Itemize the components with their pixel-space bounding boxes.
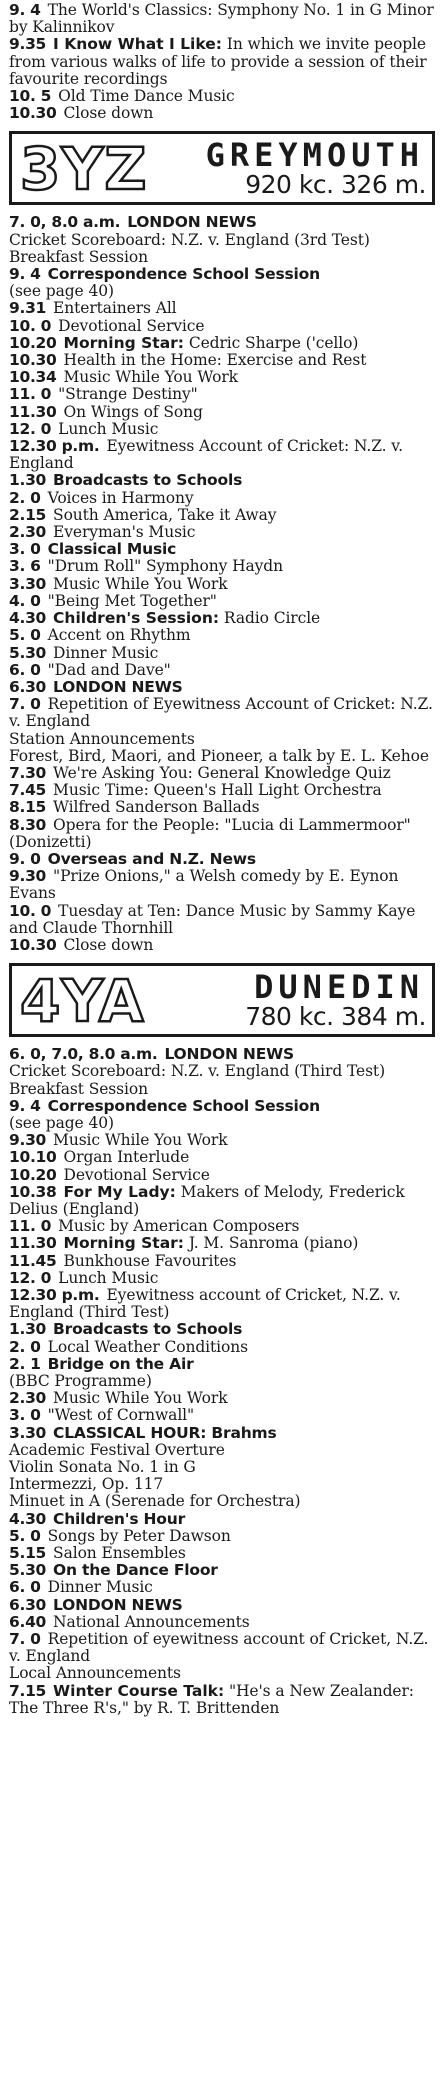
programme-entry — [9, 1115, 439, 1132]
programme-time: 10. 0 — [9, 316, 52, 335]
programme-time: 8.30 — [9, 815, 47, 834]
programme-entry — [9, 1184, 439, 1218]
programme-entry — [9, 1321, 439, 1338]
programme-entry — [9, 868, 439, 902]
programme-entry — [9, 645, 439, 662]
programme-title: South America, Take it Away — [53, 505, 277, 524]
programme-title: Music While You Work — [53, 574, 228, 593]
programme-title: Wilfred Sanderson Ballads — [53, 798, 260, 817]
programme-entry — [9, 1459, 439, 1476]
programme-title: Lunch Music — [58, 1268, 159, 1287]
programme-entry — [9, 627, 439, 644]
programme-title: Station Announcements — [9, 729, 195, 748]
programme-description: Cedric Sharpe ('cello) — [184, 333, 359, 352]
programme-time: 6.40 — [9, 1612, 47, 1631]
programme-entry — [9, 1579, 439, 1596]
programme-title: Dinner Music — [53, 643, 159, 662]
programme-title: Devotional Service — [63, 1165, 210, 1184]
programme-time: 9.31 — [9, 299, 47, 318]
programme-title: LONDON NEWS — [53, 1595, 183, 1614]
programme-title: LONDON NEWS — [164, 1045, 294, 1064]
programme-entry — [9, 490, 439, 507]
programme-time: 9. 4 — [9, 1096, 41, 1115]
programme-entry — [9, 404, 439, 421]
programme-title-lead: Winter Course Talk: — [53, 1681, 225, 1700]
programme-entry — [9, 1287, 439, 1321]
programme-title: "Prize Onions," a Welsh comedy by E. Eynon Evans — [9, 867, 399, 903]
programme-entry — [9, 1167, 439, 1184]
programme-entry — [9, 300, 439, 317]
programme-time: 6.30 — [9, 1595, 47, 1614]
programme-time: 8.15 — [9, 798, 47, 817]
programme-entry — [9, 249, 439, 266]
programme-title: Children's Hour — [53, 1509, 186, 1528]
programme-title: "West of Cornwall" — [47, 1406, 195, 1425]
programme-time: 9.35 — [9, 35, 47, 54]
programme-entry — [9, 214, 439, 231]
programme-time: 9.30 — [9, 1131, 47, 1150]
programme-time: 12. 0 — [9, 419, 52, 438]
programme-title-lead: Morning Star: — [63, 1234, 184, 1253]
programme-entry — [9, 369, 439, 386]
programme-entry — [9, 386, 439, 403]
programme-entry — [9, 1631, 439, 1665]
programme-title: Opera for the People: "Lucia di Lammermoor" (Donizetti) — [9, 815, 411, 851]
programme-title: "Drum Roll" Symphony Haydn — [47, 557, 283, 576]
programme-description: Makers of Melody, Frederick Delius (England) — [9, 1182, 405, 1218]
programme-entry — [9, 1665, 439, 1682]
programme-time: 11.30 — [9, 402, 57, 421]
programme-title: Close down — [63, 935, 154, 954]
programme-time: 6. 0, 7.0, 8.0 a.m. — [9, 1045, 158, 1064]
programme-title: Close down — [63, 104, 154, 123]
programme-entry — [9, 1614, 439, 1631]
programme-entry — [9, 421, 439, 438]
programme-title: Repetition of Eyewitness Account of Cricket: N.Z. v. England — [9, 695, 433, 731]
programme-time: 4.30 — [9, 1509, 47, 1528]
programme-title: Intermezzi, Op. 117 — [9, 1475, 164, 1494]
programme-entry — [9, 1356, 439, 1373]
programme-description: Radio Circle — [219, 609, 321, 628]
programme-entry — [9, 1132, 439, 1149]
programme-time: 4.30 — [9, 609, 47, 628]
programme-time: 1.30 — [9, 471, 47, 490]
programme-time: 5.15 — [9, 1544, 47, 1563]
programme-title: Bridge on the Air — [47, 1354, 194, 1373]
programme-entry — [9, 36, 439, 88]
programme-entry — [9, 610, 439, 627]
programme-title: Correspondence School Session — [47, 1096, 320, 1115]
programme-title: "Dad and Dave" — [47, 660, 171, 679]
programme-entry — [9, 1545, 439, 1562]
programme-description: J. M. Sanroma (piano) — [184, 1234, 359, 1253]
programme-time: 3.30 — [9, 574, 47, 593]
programme-title: Local Weather Conditions — [47, 1337, 248, 1356]
programme-time: 10.10 — [9, 1148, 57, 1167]
programme-time: 4. 0 — [9, 591, 41, 610]
programme-entry — [9, 266, 439, 283]
programme-title: Health in the Home: Exercise and Rest — [63, 351, 367, 370]
programme-time: 10. 5 — [9, 87, 52, 106]
programme-entry — [9, 1149, 439, 1166]
programme-title: Repetition of eyewitness account of Cricket, N.Z. v. England — [9, 1630, 429, 1666]
programme-entry — [9, 765, 439, 782]
programme-time: 12.30 p.m. — [9, 1286, 100, 1304]
programme-list-continued — [9, 2, 439, 122]
programme-title-lead: I Know What I Like: — [53, 35, 222, 54]
programme-title: LONDON NEWS — [127, 213, 257, 232]
programme-list-greymouth — [9, 214, 439, 954]
programme-title: Music Time: Queen's Hall Light Orchestra — [53, 781, 382, 800]
programme-title: Music While You Work — [53, 1389, 228, 1408]
programme-time: 10.30 — [9, 351, 57, 370]
programme-title: Cricket Scoreboard: N.Z. v. England (3rd Test) — [9, 230, 370, 249]
programme-title: Everyman's Music — [53, 523, 196, 542]
programme-title: (BBC Programme) — [9, 1372, 152, 1391]
programme-title: Salon Ensembles — [53, 1544, 186, 1563]
programme-time: 9. 0 — [9, 849, 41, 868]
programme-time: 12. 0 — [9, 1268, 52, 1287]
programme-time: 3. 6 — [9, 557, 41, 576]
station-city: GREYMOUTH — [205, 136, 424, 175]
programme-entry — [9, 524, 439, 541]
programme-description: "He's a New Zealander: The Three R's," by R. T. Brittenden — [9, 1681, 414, 1717]
programme-time: 7.30 — [9, 763, 47, 782]
station-callsign: 3YZ — [20, 135, 148, 204]
programme-entry — [9, 799, 439, 816]
programme-entry — [9, 748, 439, 765]
programme-entry — [9, 817, 439, 851]
programme-entry — [9, 318, 439, 335]
programme-entry — [9, 558, 439, 575]
programme-entry — [9, 1235, 439, 1252]
programme-time: 2.30 — [9, 523, 47, 542]
programme-title: Forest, Bird, Maori, and Pioneer, a talk by E. L. Kehoe — [9, 746, 429, 765]
programme-entry — [9, 679, 439, 696]
programme-time: 10.34 — [9, 368, 57, 387]
programme-title: Correspondence School Session — [47, 265, 320, 284]
programme-title: National Announcements — [53, 1612, 250, 1631]
programme-title: "Being Met Together" — [47, 591, 217, 610]
programme-entry — [9, 1425, 439, 1442]
programme-entry — [9, 576, 439, 593]
programme-title: "Strange Destiny" — [58, 385, 198, 404]
programme-title: Breakfast Session — [9, 247, 148, 266]
programme-title: Voices in Harmony — [47, 488, 194, 507]
programme-time: 6. 0 — [9, 1578, 41, 1597]
programme-time: 5.30 — [9, 643, 47, 662]
programme-title: The World's Classics: Symphony No. 1 in G Minor by Kalinnikov — [9, 1, 434, 37]
programme-title: Devotional Service — [58, 316, 205, 335]
station-banner-3yz — [9, 131, 435, 205]
programme-title: Organ Interlude — [63, 1148, 190, 1167]
programme-time: 3.30 — [9, 1423, 47, 1442]
programme-entry — [9, 472, 439, 489]
programme-entry — [9, 1597, 439, 1614]
programme-entry — [9, 782, 439, 799]
programme-time: 10.30 — [9, 104, 57, 123]
station-city: DUNEDIN — [254, 968, 424, 1007]
programme-entry — [9, 507, 439, 524]
programme-time: 7. 0 — [9, 1630, 41, 1649]
programme-time: 2. 0 — [9, 1337, 41, 1356]
station-frequency: 780 kc. 384 m. — [245, 1002, 426, 1032]
programme-title: We're Asking You: General Knowledge Quiz — [53, 763, 391, 782]
programme-title: LONDON NEWS — [53, 677, 183, 696]
programme-entry — [9, 1493, 439, 1510]
programme-entry — [9, 1081, 439, 1098]
programme-time: 10. 0 — [9, 901, 52, 920]
programme-title: Academic Festival Overture — [9, 1440, 225, 1459]
programme-time: 6.30 — [9, 677, 47, 696]
programme-entry — [9, 1218, 439, 1235]
programme-entry — [9, 438, 439, 472]
programme-entry — [9, 1562, 439, 1579]
programme-title: Songs by Peter Dawson — [47, 1526, 231, 1545]
programme-entry — [9, 903, 439, 937]
programme-time: 9. 4 — [9, 1, 41, 19]
programme-entry — [9, 105, 439, 122]
programme-time: 10.20 — [9, 333, 57, 352]
programme-entry — [9, 335, 439, 352]
programme-title: Broadcasts to Schools — [53, 1320, 243, 1339]
programme-entry — [9, 88, 439, 105]
station-banner-4ya — [9, 963, 435, 1037]
programme-title: Eyewitness Account of Cricket: N.Z. v. England — [9, 437, 403, 473]
programme-title: Music While You Work — [63, 368, 238, 387]
programme-entry — [9, 1683, 439, 1717]
programme-time: 7.15 — [9, 1681, 47, 1700]
programme-title: Breakfast Session — [9, 1079, 148, 1098]
programme-time: 11. 0 — [9, 385, 52, 404]
programme-time: 7.45 — [9, 781, 47, 800]
programme-title: Overseas and N.Z. News — [47, 849, 256, 868]
programme-entry — [9, 1098, 439, 1115]
programme-time: 5.30 — [9, 1561, 47, 1580]
programme-time: 10.38 — [9, 1182, 57, 1201]
programme-title: Entertainers All — [53, 299, 177, 318]
programme-title: CLASSICAL HOUR: Brahms — [53, 1423, 277, 1442]
programme-time: 12.30 p.m. — [9, 437, 100, 456]
programme-entry — [9, 731, 439, 748]
programme-entry — [9, 1511, 439, 1528]
programme-time: 6. 0 — [9, 660, 41, 679]
programme-entry — [9, 851, 439, 868]
programme-entry — [9, 352, 439, 369]
programme-entry — [9, 696, 439, 730]
programme-title: Violin Sonata No. 1 in G — [9, 1458, 196, 1477]
programme-entry — [9, 1046, 439, 1063]
programme-time: 9. 4 — [9, 265, 41, 284]
programme-title: (see page 40) — [9, 1113, 114, 1132]
programme-entry — [9, 1339, 439, 1356]
programme-title: Music While You Work — [53, 1131, 228, 1150]
programme-time: 7. 0 — [9, 695, 41, 714]
programme-time: 3. 0 — [9, 1406, 41, 1425]
programme-title: Cricket Scoreboard: N.Z. v. England (Third Test) — [9, 1062, 386, 1081]
programme-entry — [9, 541, 439, 558]
programme-title-lead: For My Lady: — [63, 1182, 176, 1201]
programme-time: 7. 0, 8.0 a.m. — [9, 213, 121, 232]
programme-title: Minuet in A (Serenade for Orchestra) — [9, 1492, 301, 1511]
programme-entry — [9, 1442, 439, 1459]
programme-entry — [9, 1407, 439, 1424]
programme-entry — [9, 1528, 439, 1545]
programme-title: Tuesday at Ten: Dance Music by Sammy Kaye and Claude Thornhill — [9, 901, 416, 937]
programme-entry — [9, 283, 439, 300]
programme-time: 5. 0 — [9, 1526, 41, 1545]
programme-entry — [9, 662, 439, 679]
station-frequency: 920 kc. 326 m. — [245, 170, 426, 200]
programme-time: 11.45 — [9, 1251, 57, 1270]
programme-title: Old Time Dance Music — [58, 87, 235, 106]
programme-time: 5. 0 — [9, 626, 41, 645]
programme-time: 11.30 — [9, 1234, 57, 1253]
programme-title: Eyewitness account of Cricket, N.Z. v. England (Third Test) — [9, 1286, 401, 1322]
programme-list-dunedin — [9, 1046, 439, 1717]
programme-title: Broadcasts to Schools — [53, 471, 243, 490]
programme-time: 9.30 — [9, 867, 47, 886]
programme-title: Accent on Rhythm — [47, 626, 191, 645]
programme-title: On Wings of Song — [63, 402, 203, 421]
station-callsign: 4YA — [20, 967, 145, 1036]
programme-title: Bunkhouse Favourites — [63, 1251, 237, 1270]
programme-entry — [9, 1390, 439, 1407]
programme-title: Music by American Composers — [58, 1217, 300, 1236]
programme-time: 2. 0 — [9, 488, 41, 507]
programme-entry — [9, 593, 439, 610]
programme-entry — [9, 1270, 439, 1287]
programme-entry — [9, 2, 439, 36]
programme-entry — [9, 1373, 439, 1390]
programme-title-lead: Children's Session: — [53, 609, 220, 628]
programme-entry — [9, 1063, 439, 1080]
programme-entry — [9, 937, 439, 954]
programme-description: In which we invite people from various walks of life to provide a session of their favourite recordings — [9, 35, 427, 88]
programme-time: 10.20 — [9, 1165, 57, 1184]
programme-title: Classical Music — [47, 540, 177, 559]
programme-time: 3. 0 — [9, 540, 41, 559]
programme-title: (see page 40) — [9, 282, 114, 301]
programme-title: Local Announcements — [9, 1664, 181, 1683]
programme-title-lead: Morning Star: — [63, 333, 184, 352]
programme-entry — [9, 1476, 439, 1493]
programme-title: On the Dance Floor — [53, 1561, 218, 1580]
programme-time: 2.15 — [9, 505, 47, 524]
programme-time: 11. 0 — [9, 1217, 52, 1236]
programme-time: 2. 1 — [9, 1354, 41, 1373]
programme-entry — [9, 232, 439, 249]
programme-time: 1.30 — [9, 1320, 47, 1339]
programme-title: Lunch Music — [58, 419, 159, 438]
programme-time: 10.30 — [9, 935, 57, 954]
programme-entry — [9, 1253, 439, 1270]
programme-title: Dinner Music — [47, 1578, 153, 1597]
programme-time: 2.30 — [9, 1389, 47, 1408]
